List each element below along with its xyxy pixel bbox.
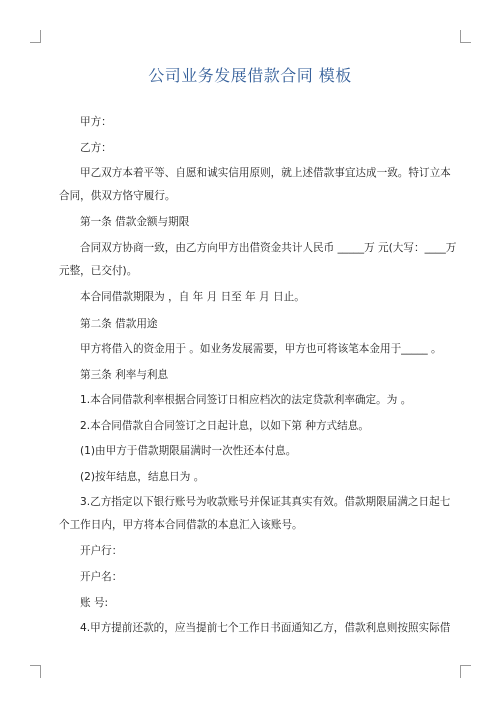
party-b-line: 乙方： bbox=[80, 142, 112, 154]
preamble-line-2: 合同，供双方恪守履行。 bbox=[59, 190, 176, 202]
interest-start-line: 2.本合同借款自合同签订之日起计息，以如下第 种方式结息。 bbox=[80, 420, 369, 432]
article-1-line-1: 合同双方协商一致，由乙方向甲方出借资金共计人民币 _____万 元(大写：____万 bbox=[80, 242, 457, 254]
party-a-line: 甲方： bbox=[80, 116, 112, 128]
loan-purpose-line: 甲方将借入的资金用于 。如业务发展需要，甲方也可将该笔本金用于_____ 。 bbox=[80, 343, 442, 355]
interest-rate-line: 1.本合同借款利率根据合同签订日相应档次的法定贷款利率确定。为 。 bbox=[80, 394, 412, 406]
corner-mark-bottom-right bbox=[460, 665, 471, 678]
account-name-line: 开户名： bbox=[80, 571, 123, 583]
corner-mark-top-left bbox=[30, 30, 41, 43]
option-2-line: (2)按年结息，结息日为 。 bbox=[80, 471, 205, 483]
corner-mark-top-right bbox=[460, 30, 471, 43]
preamble-line-1: 甲乙双方本着平等、自愿和诚实信用原则，就上述借款事宜达成一致。特订立本 bbox=[80, 167, 451, 179]
document-title: 公司业务发展借款合同 模板 bbox=[148, 66, 352, 85]
article-1-heading: 第一条 借款金额与期限 bbox=[80, 216, 190, 228]
bank-account-line-2: 个工作日内，甲方将本合同借款的本息汇入该账号。 bbox=[59, 519, 303, 531]
article-1-line-2: 元整，已交付)。 bbox=[59, 265, 138, 277]
option-1-line: (1)由甲方于借款期限届满时一次性还本付息。 bbox=[80, 445, 297, 457]
bank-account-line-1: 3.乙方指定以下银行账号为收款账号并保证其真实有效。借款期限届满之日起七 bbox=[80, 496, 451, 508]
account-number-line: 账 号: bbox=[80, 597, 109, 609]
article-2-heading: 第二条 借款用途 bbox=[80, 318, 158, 330]
loan-term-line: 本合同借款期限为 ，自 年 月 日至 年 月 日止。 bbox=[80, 291, 305, 303]
article-3-heading: 第三条 利率与利息 bbox=[80, 369, 169, 381]
corner-mark-bottom-left bbox=[30, 665, 41, 678]
bank-name-line: 开户行： bbox=[80, 545, 123, 557]
prepayment-line: 4.甲方提前还款的，应当提前七个工作日书面通知乙方，借款利息则按照实际借 bbox=[80, 622, 451, 634]
